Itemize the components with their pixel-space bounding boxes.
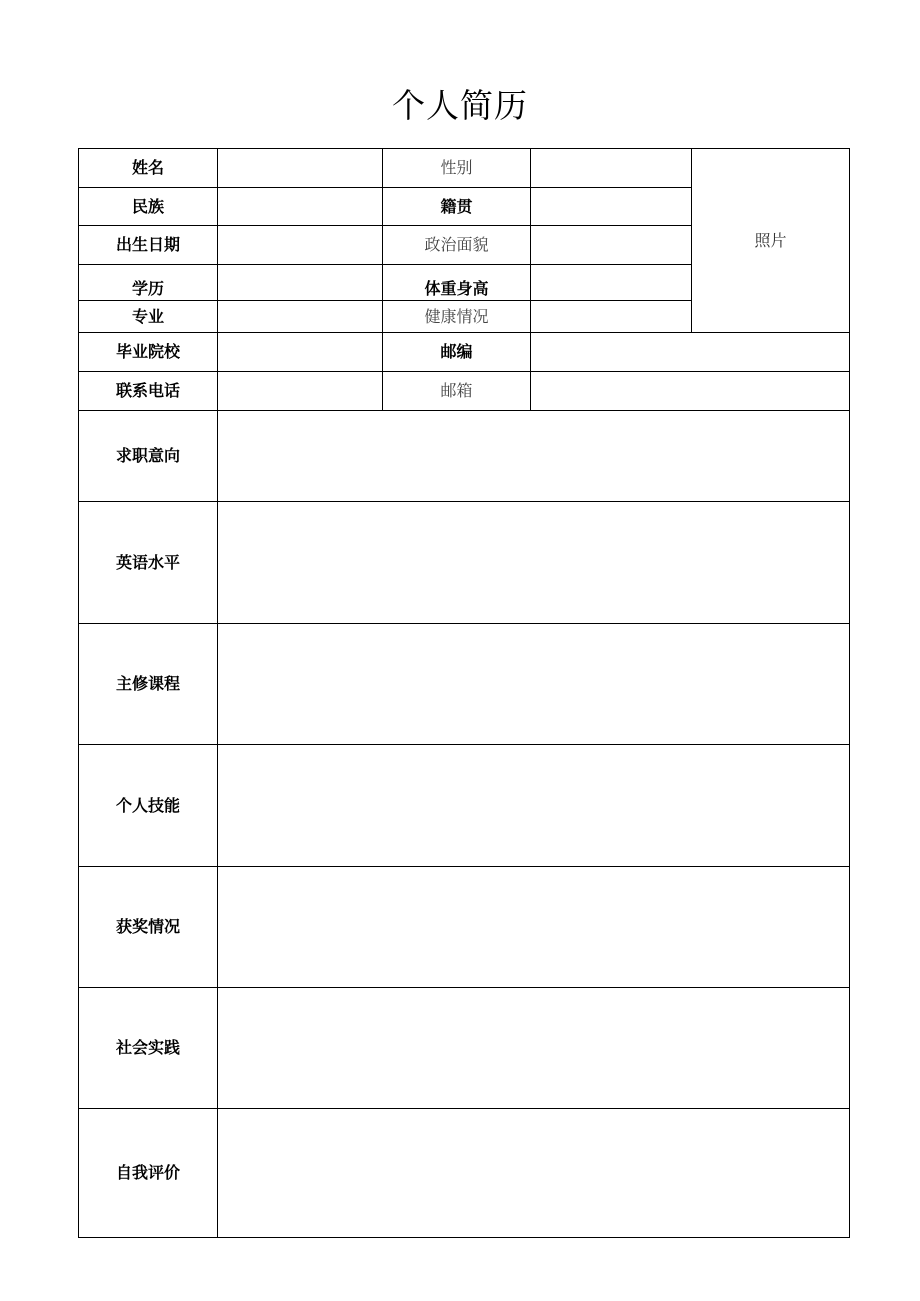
email-field[interactable]: [531, 372, 850, 411]
postcode-label: 邮编: [383, 333, 531, 372]
native-place-label: 籍贯: [383, 188, 531, 226]
courses-label: 主修课程: [79, 624, 218, 745]
health-label: 健康情况: [383, 301, 531, 333]
health-field[interactable]: [531, 301, 692, 333]
political-label: 政治面貌: [383, 226, 531, 265]
row-job-objective: [79, 411, 850, 502]
school-field[interactable]: [218, 333, 383, 372]
birthdate-label: 出生日期: [79, 226, 218, 265]
row-self-evaluation: [79, 1109, 850, 1238]
job-objective-label: 求职意向: [79, 411, 218, 502]
job-objective-field[interactable]: [218, 411, 850, 502]
gender-field[interactable]: [531, 149, 692, 188]
row-social-practice: [79, 988, 850, 1109]
postcode-field[interactable]: [531, 333, 850, 372]
ethnicity-label: 民族: [79, 188, 218, 226]
english-level-label: 英语水平: [79, 502, 218, 624]
education-label: 学历: [79, 265, 218, 301]
awards-field[interactable]: [218, 867, 850, 988]
height-weight-label: 体重身高: [383, 265, 531, 301]
height-weight-field[interactable]: [531, 265, 692, 301]
major-label: 专业: [79, 301, 218, 333]
self-evaluation-field[interactable]: [218, 1109, 850, 1238]
gender-label: 性别: [383, 149, 531, 188]
skills-label: 个人技能: [79, 745, 218, 867]
birthdate-field[interactable]: [218, 226, 383, 265]
row-school: [79, 333, 850, 372]
name-field[interactable]: [218, 149, 383, 188]
photo-box[interactable]: 照片: [692, 149, 850, 333]
resume-table: [78, 148, 850, 1238]
row-awards: [79, 867, 850, 988]
awards-label: 获奖情况: [79, 867, 218, 988]
page-title: 个人简历: [392, 86, 528, 125]
self-evaluation-label: 自我评价: [79, 1109, 218, 1238]
english-level-field[interactable]: [218, 502, 850, 624]
phone-label: 联系电话: [79, 372, 218, 411]
political-field[interactable]: [531, 226, 692, 265]
social-practice-field[interactable]: [218, 988, 850, 1109]
row-courses: [79, 624, 850, 745]
major-field[interactable]: [218, 301, 383, 333]
row-name: [79, 149, 850, 188]
row-english-level: [79, 502, 850, 624]
phone-field[interactable]: [218, 372, 383, 411]
education-field[interactable]: [218, 265, 383, 301]
skills-field[interactable]: [218, 745, 850, 867]
row-skills: [79, 745, 850, 867]
school-label: 毕业院校: [79, 333, 218, 372]
name-label: 姓名: [79, 149, 218, 188]
courses-field[interactable]: [218, 624, 850, 745]
email-label: 邮箱: [383, 372, 531, 411]
social-practice-label: 社会实践: [79, 988, 218, 1109]
native-place-field[interactable]: [531, 188, 692, 226]
ethnicity-field[interactable]: [218, 188, 383, 226]
row-phone: [79, 372, 850, 411]
